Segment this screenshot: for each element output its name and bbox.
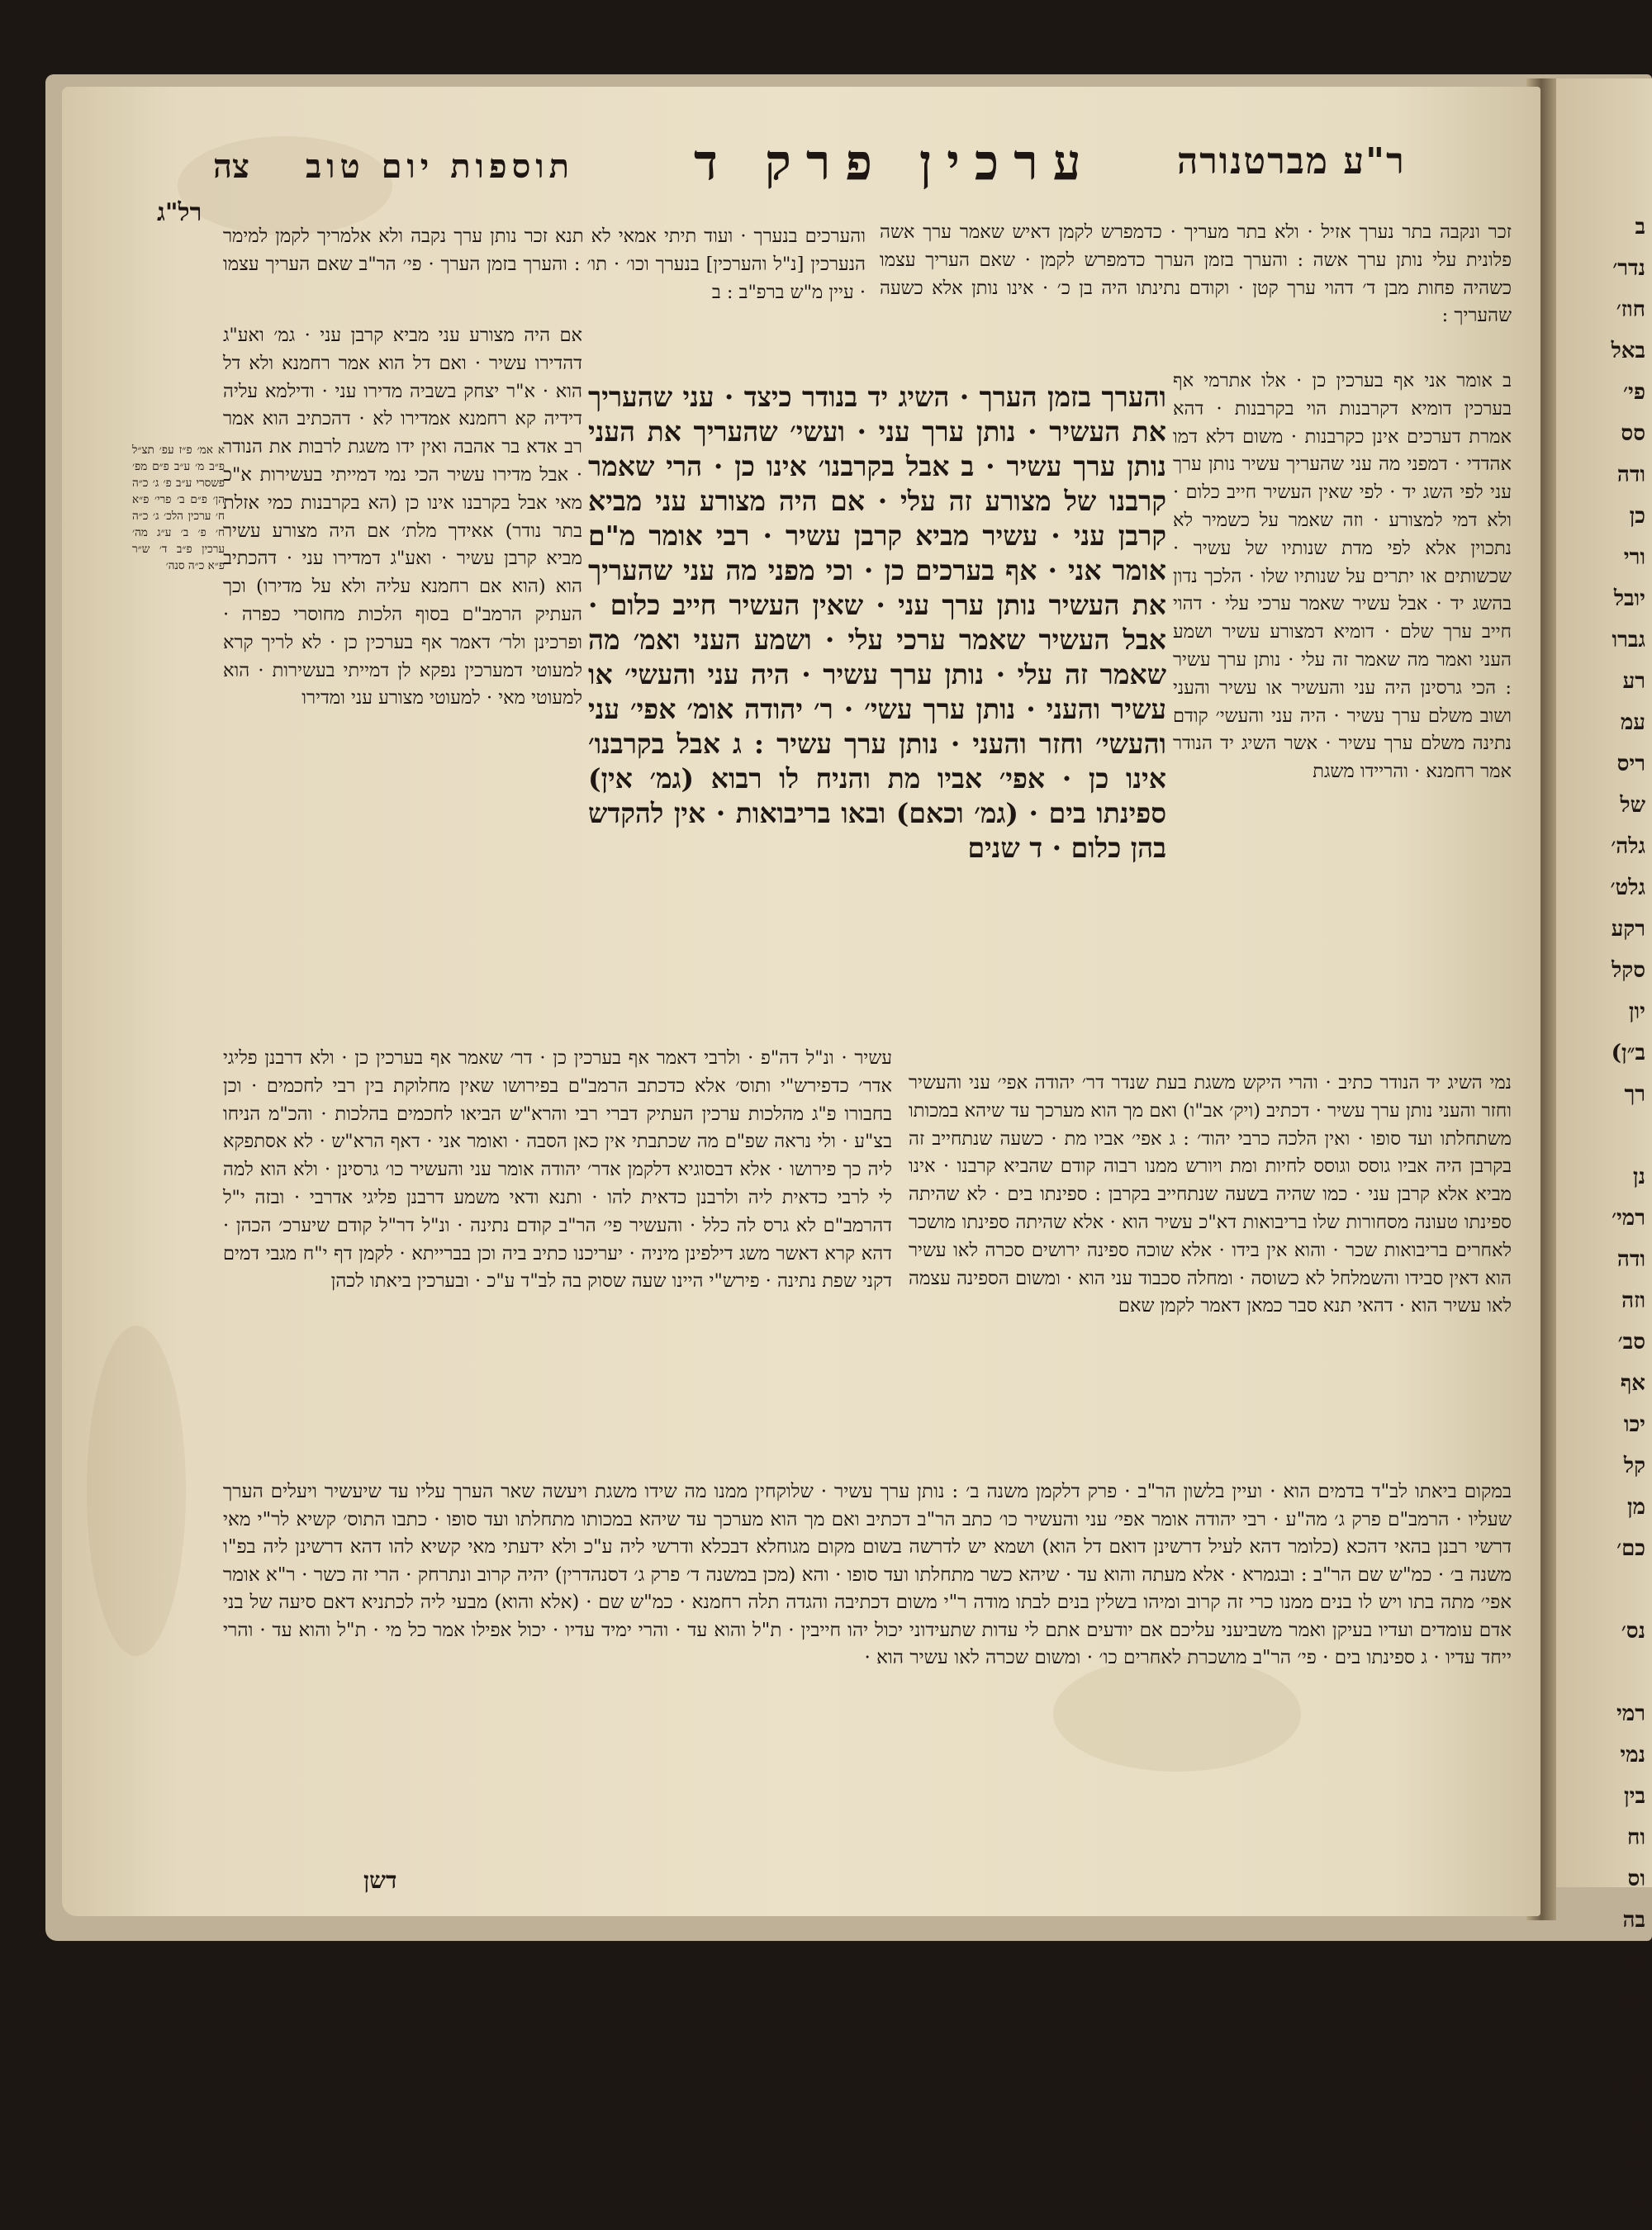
leaf-number: צה [213, 147, 249, 186]
margin-commentary-header: ר"ע מברטנורה [1177, 140, 1406, 183]
tosefot-commentary-column: אם היה מצורע עני מביא קרבן עני · גמ׳ ואע"ג דהדירו עשיר · ואם דל הוא אמר רחמנא ולא דל הוא · א"ר יצחק בשביה מדירו עני · ודילמא עליה דידיה קא רחמנא אמדירו לא · דהכתיב הוא אמר רב אדא בר אהבה ואין ידו משגת לרבות את הנודר · אבל מדירו עשיר הכי נמי דמייתי בעשירות א"כ מאי אבל בקרבנו אינו כן (הא בקרבנות כמי אזלת בתר נודר) אאידך מלת׳ אם היה מצורע עשיר מביא קרבן עשיר · ואע"ג דמדירו עני · דהכתיב הוא (הוא אם רחמנא עליה ולא על מדירו) וכך העתיק הרמב"ם בסוף הלכות מחוסרי כפרה · ופרכינן ולר׳ דאמר אף בערכין כן · לא לריך קרא למעוטי דמערכין נפקא לן דמייתי בעשירות · הוא למעוטי מאי · למעוטי מצורע עני ומדירו [223, 325, 582, 709]
tosefot-commentary-bottom: במקום ביאתו לב"ד בדמים הוא · ועיין בלשון הר"ב · פרק דלקמן משנה ב׳ : נותן ערך עשיר · שלוקחין ממנו מה שידו משגת ויעשה שאר הערך עליו עד שיעשיר ויעלים הערך שעליו · הרמב"ם פרק ג׳ מה"ע · רבי יהודה אומר אפי׳ עני והעשיר כו׳ כתב הר"ב דכתיב ואם מך הוא מערכך עד שיהא במכותו מתחלתו ועד סופו · כתבו התוס׳ קשיא לר"י מאי דרשי רבנן בהאי דהכא (כלומר דהא לעיל דרשינן דואם דל הוא) ושמא יש לדרשה בשום מקום מגוחלא דבכלא ודרשי ליה ע"כ ולא ידעתי מאי קשיא להו דהא דרשינן ליה בפ"ו משנה ב׳ · כמ"ש שם הר"ב : ובגמרא · אלא מעתה והוא עד · שיהא כשר מתחלתו ועד סופו · והא (מכן במשנה ד׳ פרק ג׳ דסנהדרין) יהיה קרוב ונתרחק · הרי זה כשר · ר"א אומר אפי׳ מתה בתו ויש לו בנים ממנו כרי זה קרוב ומיהו בשלין בנים לבתו מודה ר"י משום דכתיבה והגדה תלה רחמנא · כמ"ש שם · (אלא והוא) מבעי ליה לכתניא דאם סיעה של בני אדם עומדים ועדיו בעיקן ואמר משביעני עליכם אם יודעים אתם לי עדות שתעידוני יכול יהו חייבין · ת"ל והוא עד · והרי ימיד עדיו · יכול אפילו אמר כל מי · ת"ל והוא עד · והרי ייחד עדיו · ג ספינתו בים · פי׳ הר"ב מושכרת לאחרים כו׳ · ומשום שכרה לאו עשיר הוא · [223, 1481, 1512, 1668]
tractate-chapter-title: ערכין פרק ד [694, 134, 1096, 192]
bartenura-commentary-lower: נמי השיג יד הנודר כתיב · והרי היקש משגת בעת שנדר דר׳ יהודה אפי׳ עני והעשיר וחזר והעני נותן ערך עשיר · דכתיב (ויק׳ אב"ו) ואם מך הוא מערכך עד שיהא במכותו משתחלתו ועד סופו · ואין הלכה כרבי יהוד׳ : ג אפי׳ אביו מת · כשעה שנתחייב זה בקרבן היה אביו גוסס וגוסס לחיות ומת ויורש ממנו רבוה קודם שהביא קרבנו · אינו מביא אלא קרבן עני · כמו שהיה בשעה שנתחייב בקרבן : ספינתו בים · לא שהיתה ספינתו טעונה מסחורות שלו בריבואות דא"כ עשיר הוא · אלא שהיתה ספינתו מושכר לאחרים בריבואות שכר · והוא אין בידו · אלא שוכה ספינה ירושים סכרה לאו עשיר הוא דאין סבידו והשמלחל לא כשוסה · ומחלה סכבוד עני הוא · ומשום הספינה עצמה לאו עשיר הוא · דהאי תנא סבר כמאן דאמר לקמן שאם [909, 1072, 1512, 1317]
tosefot-commentary-top: והערכים בנערך · ועוד תיתי אמאי לא תנא זכר נותן ערך נקבה ולא אלמריך לקמן למימר הנערכין [נ"ל והערכין] בנערך וכו׳ · תו׳ : והערך בזמן הערך · פי׳ הר"ב שאם העריך עצמו · עיין מ"ש ברפ"ב : ב [223, 225, 866, 303]
catchword: דשן [363, 1867, 397, 1894]
bartenura-commentary-column: ב אומר אני אף בערכין כן · אלו אתרמי אף בערכין דומיא דקרבנות הוי בקרבנות · דהא אמרת דערכים אינן כקרבנות · משום דלא דמו אהדדי · דמפני מה עני שהעריך עשיר נותן ערך עני לפי השג יד · לפי שאין העשיר חייב כלום · ולא דמי למצורע · וזה שאמר על כשמיר לא נתכוין אלא לפי מדת שנותיו של עשיר · שכשותים או יתרים על שנותיו שלו · הלכך נדון בהשג יד · אבל עשיר שאמר ערכי עלי · דהוי חייב ערך שלם · דומיא דמצורע עשיר ושמע העני ואמר מה שאמר זה עלי · נותן ערך עשיר : הכי גרסינן היה עני והעשיר או עשיר והעני ושוב משלם ערך עשיר · היה עני והעשי׳ קודם נתינה משלם ערך עשיר · אשר השיג יד הנודר אמר רחמנא · והריידו משגת [1173, 370, 1512, 783]
folio-mark: רל"ג [157, 198, 202, 227]
facing-page [1551, 78, 1652, 2222]
marginal-references: א אמ׳ פ״ז עפ׳ תצ״ל פ״ב מ׳ ע״ב פ״ם מפ׳ פשסרי ע״ב פ׳ ג׳ כ״ה הן׳ פ״ם ב׳ פרי׳ פ״א ח׳ ערכין הלכ׳ ג׳ כ״ה ח׳ פ׳ ב׳ ע״ג מה׳ ערכין פ״ב ד׳ ש״ר פ״א כ״ה סנה׳ [132, 444, 225, 572]
facing-page-text: ב נדר׳ חוז׳ באל פי׳ סס ודה כן ורי יובל גברו רע עמ ריס של גלה׳ גלט׳ רקע סקל יון ב״ן) רך נן רמי׳ ודה וזה סב׳ אף יכו קל מן כם׳ נס׳ רמי נמי בין וח וס בה מן רס ה׳ : ס רי ר [1610, 215, 1645, 2222]
tosefot-commentary-lower: עשיר · ונ"ל דה"פ · ולרבי דאמר אף בערכין כן · דר׳ שאמר אף בערכין כן · ולא דרבנן פליגי אדר׳ כדפירש"י ותוס׳ אלא כדכתב הרמב"ם בפירושו שאין מחלוקת בין רבי לחכמים · וכן בחבורו פ"ג מהלכות ערכין העתיק דברי רבי והרא"ש הביאו לחכמים בהלכות · והכ"מ הניחו בצ"ע · ולי נראה שפ"ם מה שכתבתי אין כאן הסבה · ואומר אני · דאף הרא"ש · לא אסתפקא ליה כך פירושו · אלא דבסוגיא דלקמן אדר׳ יהודה אומר עני והעשיר כו׳ גרסינן · ולא הוא למה לי לרבי כדאית ליה ולרבנן כדאית להו · ותנא ודאי משמע דרבנן פליגי אדרבי · ובזה י"ל דהרמב"ם לא גרס לה כלל · והעשיר פי׳ הר"ב קודם נתינה · ונ"ל דר"ל קודם שיערכ׳ הכהן · דהא קרא דאשר משג דילפינן מיניה · יעריכנו כתיב ביה וכן בברייתא · לקמן דף י"ח מגבי דמים דקני שפת נתינה · פירש"י היינו שעה שסוק בה לב"ד ע"כ · ובערכין ביאתו לכהן [223, 1047, 892, 1293]
bartenura-commentary-top: זכר ונקבה בתר נערך אזיל · ולא בתר מעריך · כדמפרש לקמן דאיש שאמר ערך אשה פלונית עלי נותן ערך אשה : והערך בזמן הערך כדמפרש לקמן · שאם העריך עצמו כשהיה פחות מבן ד׳ דהוי ערך קטן · וקודם נתינתו היה בן כ׳ · אינו נותן אלא כשעה שהעריך : [880, 221, 1512, 327]
mishnah-main-text: והערך בזמן הערך · השיג יד בנודר כיצד · עני שהעריך את העשיר · נותן ערך עני · ועשי׳ שהעריך את העני נותן ערך עשיר · ב אבל בקרבנו׳ אינו כן · הרי שאמר קרבנו של מצורע זה עלי · אם היה מצורע עני מביא קרבן עני · עשיר מביא קרבן עשיר · רבי אומר מ"ם אומר אני · אף בערכים כן · וכי מפני מה עני שהעריך את העשיר נותן ערך עני · שאין העשיר חייב כלום · אבל העשיר שאמר ערכי עלי · ושמע העני ואמ׳ מה שאמר זה עלי · נותן ערך עשיר · היה עני והעשי׳ או עשיר והעני · נותן ערך עשי׳ · ר׳ יהודה אומ׳ אפי׳ עני והעשי׳ וחזר והעני · נותן ערך עשיר : ג אבל בקרבנו׳ אינו כן · אפי׳ אביו מת והניח לו רבוא (גמ׳ אין) ספינתו בים · (גמ׳ וכאם) ובאו בריבואות · אין להקדש בהן כלום · ד שנים [588, 381, 1166, 864]
commentary-header: תוספות יום טוב [306, 147, 574, 186]
